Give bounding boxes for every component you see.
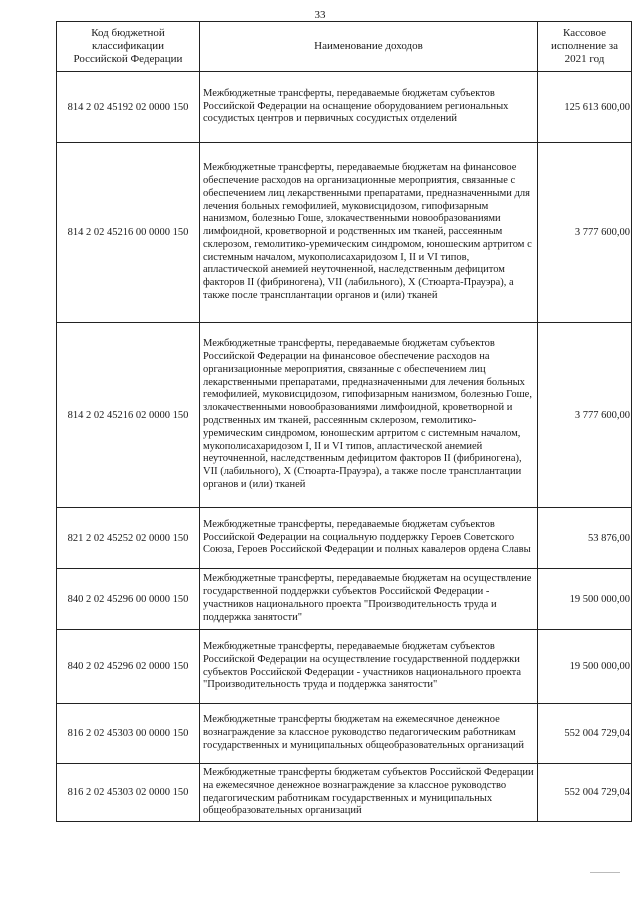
row-code: 821 2 02 45252 02 0000 150 [57,508,200,569]
row-name: Межбюджетные трансферты, передаваемые бюджетам на финансовое обеспечение расходов на организационные мероприятия, связанные с обеспечением лиц лекарственными препаратами, предназначенными для лечения больных гемофилией, муковисцидозом, гипофизарным нанизмом, болезнью Гоше, злокачественными новообразованиями лимфоидной, кроветворной и родственных им тканей, рассеянным склерозом, гемолитико-уремическим синдромом, юношеским артритом с системным началом, мукополисахаридозом I, II и VI типов, апластической анемией неуточненной, наследственным дефицитом факторов II (фибриногена), VII (лабильного), X (Стюарта-Прауэра), а также после трансплантации органов и (или) тканей [200,143,538,323]
page-number: 33 [314,9,326,21]
income-table [56,21,632,822]
row-code: 816 2 02 45303 02 0000 150 [57,764,200,822]
table-row [57,630,632,704]
row-code: 814 2 02 45192 02 0000 150 [57,72,200,143]
header-name: Наименование доходов [200,22,538,72]
table-row [57,323,632,508]
row-amount: 53 876,00 [538,508,632,569]
row-code: 814 2 02 45216 02 0000 150 [57,323,200,508]
row-amount: 552 004 729,04 [538,704,632,764]
header-amount: Кассовое исполнение за 2021 год [538,22,632,72]
row-code: 814 2 02 45216 00 0000 150 [57,143,200,323]
row-code: 840 2 02 45296 02 0000 150 [57,630,200,704]
header-code: Код бюджетной классификации Российской Федерации [57,22,200,72]
table-row [57,569,632,630]
row-name: Межбюджетные трансферты, передаваемые бюджетам субъектов Российской Федерации на оснащение оборудованием региональных сосудистых центров и первичных сосудистых отделений [200,72,538,143]
row-amount: 125 613 600,00 [538,72,632,143]
scan-artifact-line [590,872,620,873]
table-row [57,72,632,143]
table-row [57,704,632,764]
row-amount: 552 004 729,04 [538,764,632,822]
row-name: Межбюджетные трансферты, передаваемые бюджетам субъектов Российской Федерации на финансовое обеспечение расходов на организационные мероприятия, связанные с обеспечением лиц лекарственными препаратами, предназначенными для лечения больных гемофилией, муковисцидозом, гипофизарным нанизмом, болезнью Гоше, злокачественными новообразованиями лимфоидной, кроветворной и родственных им тканей, рассеянным склерозом, гемолитико-уремическим синдромом, юношеским артритом с системным началом, мукополисахаридозом I, II и VI типов, апластической анемией неуточненной, наследственным дефицитом факторов II (фибриногена), VII (лабильного), X (Стюарта-Прауэра), а также после трансплантации органов и (или) тканей [200,323,538,508]
row-amount: 19 500 000,00 [538,569,632,630]
row-name: Межбюджетные трансферты, передаваемые бюджетам на осуществление государственной поддержки субъектов Российской Федерации - участников национального проекта "Производительность труда и поддержка занятости" [200,569,538,630]
row-amount: 19 500 000,00 [538,630,632,704]
row-name: Межбюджетные трансферты бюджетам субъектов Российской Федерации на ежемесячное денежное вознаграждение за классное руководство педагогическим работникам государственных и муниципальных общеобразовательных организаций [200,764,538,822]
row-amount: 3 777 600,00 [538,143,632,323]
row-name: Межбюджетные трансферты, передаваемые бюджетам субъектов Российской Федерации на осуществление государственной поддержки субъектов Российской Федерации - участников национального проекта "Производительность труда и поддержка занятости" [200,630,538,704]
row-name: Межбюджетные трансферты, передаваемые бюджетам субъектов Российской Федерации на социальную поддержку Героев Советского Союза, Героев Российской Федерации и полных кавалеров ордена Славы [200,508,538,569]
row-name: Межбюджетные трансферты бюджетам на ежемесячное денежное вознаграждение за классное руководство педагогическим работникам государственных и муниципальных общеобразовательных организаций [200,704,538,764]
table-row [57,508,632,569]
row-code: 840 2 02 45296 00 0000 150 [57,569,200,630]
table-row [57,764,632,822]
table-header-row [57,22,632,72]
row-code: 816 2 02 45303 00 0000 150 [57,704,200,764]
row-amount: 3 777 600,00 [538,323,632,508]
table-row [57,143,632,323]
